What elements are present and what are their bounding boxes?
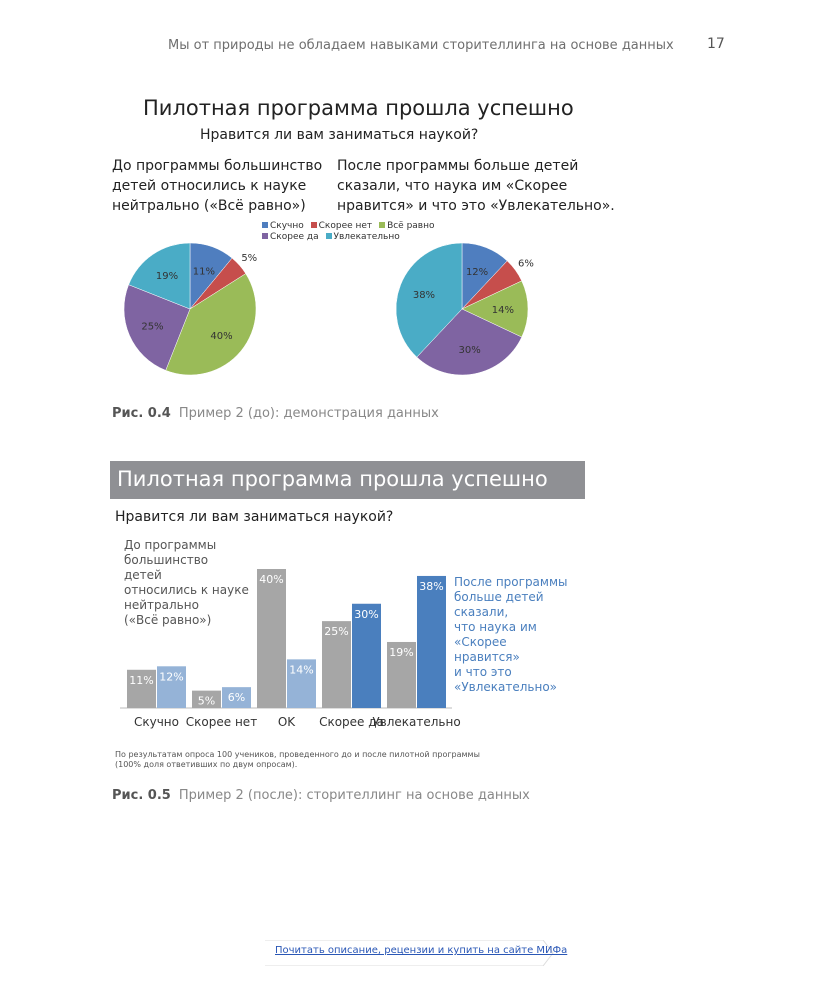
annotation-line: («Всё равно») [124, 613, 212, 627]
legend-label: Скорее да [270, 232, 319, 242]
bar-after [417, 576, 446, 708]
legend-item [262, 221, 304, 232]
right-text-line: После программы больше детей [337, 158, 579, 174]
left-text-line: До программы большинство [112, 158, 323, 174]
pie-chart-after [382, 238, 542, 388]
bar-value-label: 25% [324, 625, 349, 639]
left-text-line: детей относились к науке [112, 178, 307, 194]
pie-chart-before [112, 238, 272, 388]
legend-swatch [379, 222, 385, 228]
source-note [115, 750, 480, 770]
pie-slice-label: 6% [517, 258, 534, 270]
bar-value-label: 14% [289, 663, 314, 677]
page-number: 17 [707, 36, 725, 52]
bar-value-label: 19% [389, 645, 414, 659]
annotation-line: относились к науке [124, 583, 249, 597]
bar-value-label: 40% [259, 573, 284, 586]
left-text-line: нейтрально («Всё равно») [112, 198, 306, 214]
running-header: Мы от природы не обладаем навыками сторителлинга на основе данных [168, 38, 674, 53]
pie-slice-label: 19% [155, 271, 179, 283]
caption-text: Пример 2 (до): демонстрация данных [178, 406, 439, 421]
legend-swatch [326, 233, 332, 239]
legend-swatch [262, 222, 268, 228]
pie-slice-label: 11% [192, 266, 215, 278]
pie-slice-label: 12% [465, 266, 489, 278]
bar-value-label: 38% [419, 579, 444, 593]
legend-item [311, 221, 373, 232]
figure2-caption [112, 788, 530, 803]
figure1-caption [112, 406, 439, 421]
pie-slice-label: 38% [412, 289, 436, 301]
bar-value-label: 5% [197, 694, 216, 708]
legend-label: Увлекательно [333, 232, 400, 242]
annotation-line: «Увлекательно» [454, 680, 558, 694]
annotation-line: больше детей [454, 590, 544, 604]
source-line: По результатам опроса 100 учеников, проведенного до и после пилотной программы [115, 750, 480, 759]
annotation-line: что наука им [454, 620, 537, 634]
after-annotation [454, 575, 574, 695]
right-text-line: нравится» и что это «Увлекательно». [337, 198, 615, 214]
caption-label: Рис. 0.5 [112, 788, 171, 803]
figure1-title: Пилотная программа прошла успешно [143, 96, 574, 120]
figure1-right-text [337, 156, 615, 216]
annotation-line: и что это [454, 665, 512, 679]
legend-label: Скучно [270, 221, 304, 231]
category-label: Увлекательно [372, 715, 461, 729]
annotation-line: «Скорее [454, 635, 507, 649]
pie-slice-label: 30% [458, 345, 481, 357]
pie-slice-label: 40% [210, 331, 233, 343]
bar-value-label: 12% [159, 670, 184, 684]
pie-slice-label: 25% [141, 321, 164, 333]
caption-label: Рис. 0.4 [112, 406, 171, 421]
annotation-line: До программы [124, 538, 217, 552]
annotation-line: большинство детей [124, 553, 209, 582]
annotation-line: После программы [454, 575, 568, 589]
category-label: Скучно [133, 715, 180, 729]
bar-value-label: 11% [129, 673, 154, 687]
figure2-subtitle: Нравится ли вам заниматься наукой? [115, 509, 394, 525]
category-label: Скорее нет [185, 715, 258, 729]
category-label: OK [277, 715, 296, 729]
figure2-title-banner [110, 461, 585, 499]
right-text-line: сказали, что наука им «Скорее [337, 178, 568, 194]
bar-value-label: 6% [227, 691, 246, 705]
figure2-title: Пилотная программа прошла успешно [117, 467, 548, 491]
figure1-left-text [112, 156, 322, 216]
bar-before [257, 569, 286, 708]
annotation-line: сказали, [454, 605, 509, 619]
buy-link-box [265, 940, 568, 966]
pie-slice-label: 14% [491, 305, 515, 316]
category-label: Скорее да [319, 715, 384, 729]
caption-text: Пример 2 (после): сторителлинг на основе данных [178, 788, 530, 803]
figure1-subtitle: Нравится ли вам заниматься наукой? [200, 127, 479, 143]
annotation-line: нравится» [454, 650, 520, 664]
legend-label: Всё равно [387, 221, 435, 231]
legend-label: Скорее нет [318, 221, 373, 231]
annotation-line: нейтрально [124, 598, 199, 612]
legend-item [379, 221, 434, 232]
pie-slice-label: 5% [241, 252, 258, 264]
legend-swatch [311, 222, 317, 228]
buy-link[interactable]: Почитать описание, рецензии и купить на сайте МИФа [275, 945, 568, 956]
bar-value-label: 30% [354, 607, 379, 621]
source-line: (100% доля ответивших по двум опросам). [115, 760, 298, 769]
bar-chart [112, 555, 462, 735]
